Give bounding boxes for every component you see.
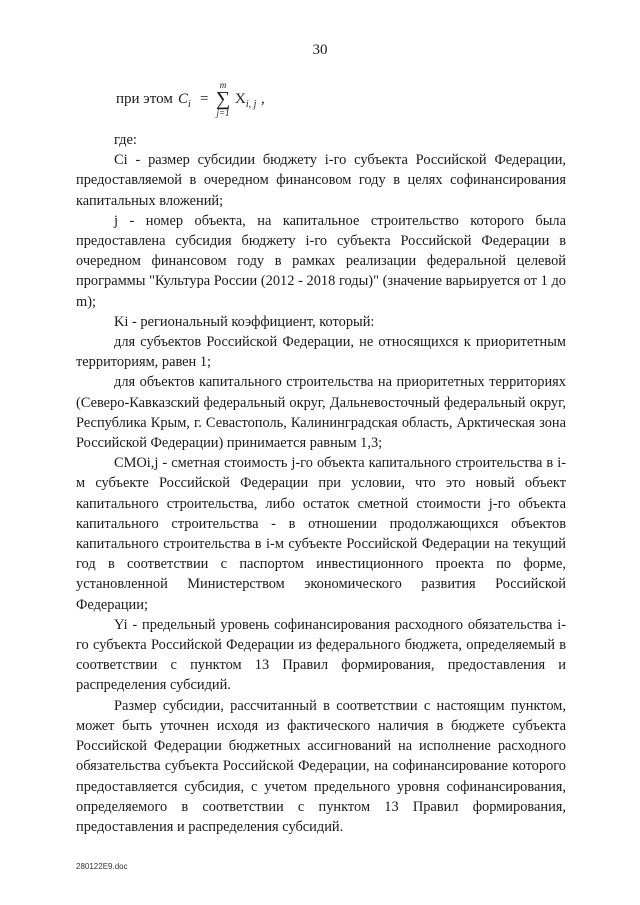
page-number: 30 [312, 42, 328, 58]
paragraph-j-definition: j - номер объекта, на капитальное строительство которого была предоставлена субсидия бюджету i-го субъекта Российской Федерации в очередном финансовом году в рамках реализации федеральной целевой программы "Культура России (2012 - 2018 годы)" (значение варьируется от 1 до m); [76, 212, 566, 310]
formula-term: $X_{i, j}$ [235, 91, 257, 110]
paragraph-where: где: [114, 132, 137, 148]
formula-lead-text: при этом [116, 91, 173, 107]
paragraph-ki-definition: Ki - региональный коэффициент, который: [114, 313, 375, 330]
summation-lower-limit: j=1 [216, 108, 230, 118]
formula-term-subscript: i, j [245, 99, 257, 110]
formula-equals: = [200, 91, 209, 107]
document-body [76, 124, 566, 837]
summation-symbol [214, 80, 232, 118]
paragraph-ki-priority: для объектов капитального строительства на приоритетных территориях (Северо-Кавказский федеральный округ, Дальневосточный федеральный округ, Республика Крым, г. Севастополь, Калининградская область, Арктическая зона Российской Федерации) принимается равным 1,3; [76, 374, 566, 452]
document-file-code: 280122E9.doc [76, 862, 128, 871]
formula-lhs: $C_i$ [178, 91, 191, 110]
paragraph-smo-definition: СМОi,j - сметная стоимость j-го объекта капитального строительства в i-м субъекте Российской Федерации при условии, что это новый объект капитального строительства, либо остаток сметной стоимости j-го объекта капитального строительства - в отношении продолжающихся объектов капитального строительства в i-м субъекте Российской Федерации на текущий год в соответствии с паспортом инвестиционного проекта по форме, установленной Министерством экономического развития Российской Федерации; [76, 455, 566, 613]
formula-trailing-comma: , [261, 91, 265, 107]
paragraph-ki-non-priority: для субъектов Российской Федерации, не относящихся к приоритетным территориям, равен 1; [76, 334, 566, 371]
sigma-glyph: ∑ [215, 88, 231, 110]
paragraph-subsidy-adjustment: Размер субсидии, рассчитанный в соответствии с настоящим пунктом, может быть уточнен исходя из фактического наличия в бюджете субъекта Российской Федерации бюджетных ассигнований на исполнение расходного обязательства субъекта Российской Федерации, на софинансирование которого предоставляется субсидия, с учетом предельного уровня софинансирования, определяемого в соответствии с пунктом 13 Правил формирования, предоставления и распределения субсидий. [76, 697, 566, 835]
paragraph-yi-definition: Yi - предельный уровень софинансирования расходного обязательства i-го субъекта Российской Федерации из федерального бюджета, определяемый в соответствии с пунктом 13 Правил формирования, предоставления и распределения субсидий. [76, 616, 566, 694]
summation-upper-limit: m [219, 80, 227, 90]
formula-lhs-subscript: i [188, 99, 191, 110]
paragraph-ci-definition: Сi - размер субсидии бюджету i-го субъекта Российской Федерации, предоставляемой в очередном финансовом году в целях софинансирования капитальных вложений; [76, 152, 566, 209]
